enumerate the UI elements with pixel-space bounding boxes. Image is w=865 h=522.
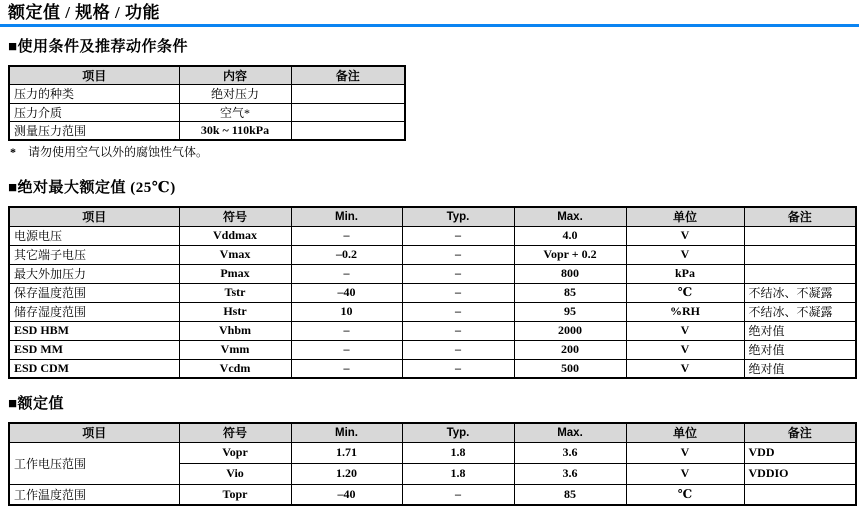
table-row	[9, 245, 856, 264]
cell-max: 2000	[514, 321, 626, 340]
cell-unit: V	[626, 245, 744, 264]
column-header-unit: 单位	[626, 207, 744, 226]
cell-symbol: Vhbm	[179, 321, 291, 340]
cell-max: 500	[514, 359, 626, 378]
table-row	[9, 264, 856, 283]
table-row	[9, 340, 856, 359]
cell-remark: 不结冰、不凝露	[744, 302, 856, 321]
table-row	[9, 442, 856, 463]
cell-min: –	[291, 226, 402, 245]
cell-remark: VDD	[744, 442, 856, 463]
cell-symbol: Hstr	[179, 302, 291, 321]
cell-remark	[744, 226, 856, 245]
cell-typ: 1.8	[402, 442, 514, 463]
cell-typ: –	[402, 321, 514, 340]
column-header-remark: 备注	[291, 66, 405, 85]
column-header-remark: 备注	[744, 423, 856, 442]
cell-symbol: Vio	[179, 463, 291, 484]
table-row	[9, 283, 856, 302]
table-row	[9, 484, 856, 505]
absolute-max-ratings-table	[8, 206, 857, 379]
page-title: 额定值 / 规格 / 功能	[8, 3, 160, 22]
cell-min: –40	[291, 283, 402, 302]
cell-item: 最大外加压力	[9, 264, 179, 283]
table-row	[9, 85, 405, 104]
cell-item: 测量压力范围	[9, 122, 179, 141]
section-absolute-max-heading: ■绝对最大额定值 (25℃)	[8, 180, 176, 196]
cell-unit: %RH	[626, 302, 744, 321]
cell-content: 30k ~ 110kPa	[179, 122, 291, 141]
column-header-typ: Typ.	[402, 423, 514, 442]
table-row	[9, 302, 856, 321]
cell-symbol: Topr	[179, 484, 291, 505]
cell-typ: –	[402, 226, 514, 245]
cell-symbol: Vddmax	[179, 226, 291, 245]
cell-item: 压力介质	[9, 103, 179, 122]
cell-item: 工作温度范围	[9, 484, 179, 505]
cell-unit: V	[626, 226, 744, 245]
cell-item: ESD MM	[9, 340, 179, 359]
cell-symbol: Pmax	[179, 264, 291, 283]
title-underline	[0, 24, 859, 27]
cell-remark	[291, 85, 405, 104]
cell-symbol: Vopr	[179, 442, 291, 463]
cell-typ: –	[402, 340, 514, 359]
cell-content: 空气*	[179, 103, 291, 122]
cell-item: 电源电压	[9, 226, 179, 245]
footnote-marker: *	[10, 145, 16, 159]
column-header-content: 内容	[179, 66, 291, 85]
cell-remark: 绝对值	[744, 359, 856, 378]
cell-max: 95	[514, 302, 626, 321]
column-header-min: Min.	[291, 423, 402, 442]
cell-symbol: Vmm	[179, 340, 291, 359]
cell-unit: ℃	[626, 283, 744, 302]
column-header-item: 项目	[9, 207, 179, 226]
cell-typ: –	[402, 302, 514, 321]
cell-typ: –	[402, 484, 514, 505]
cell-unit: kPa	[626, 264, 744, 283]
cell-symbol: Vcdm	[179, 359, 291, 378]
cell-min: 1.20	[291, 463, 402, 484]
cell-content: 绝对压力	[179, 85, 291, 104]
cell-remark	[291, 122, 405, 141]
section-ratings-heading: ■额定值	[8, 396, 65, 412]
cell-max: 3.6	[514, 442, 626, 463]
cell-item: ESD CDM	[9, 359, 179, 378]
table-header-row	[9, 207, 856, 226]
cell-symbol: Tstr	[179, 283, 291, 302]
cell-item: 压力的种类	[9, 85, 179, 104]
column-header-max: Max.	[514, 423, 626, 442]
table-row	[9, 103, 405, 122]
cell-min: –	[291, 321, 402, 340]
cell-min: –0.2	[291, 245, 402, 264]
table-row	[9, 321, 856, 340]
cell-max: Vopr + 0.2	[514, 245, 626, 264]
cell-min: 10	[291, 302, 402, 321]
cell-min: –	[291, 264, 402, 283]
cell-item: ESD HBM	[9, 321, 179, 340]
usage-footnote	[8, 145, 865, 160]
cell-max: 85	[514, 283, 626, 302]
cell-min: –40	[291, 484, 402, 505]
cell-remark: 绝对值	[744, 340, 856, 359]
cell-typ: –	[402, 264, 514, 283]
cell-unit: ℃	[626, 484, 744, 505]
cell-max: 200	[514, 340, 626, 359]
table-row	[9, 122, 405, 141]
column-header-item: 项目	[9, 66, 179, 85]
cell-remark: 绝对值	[744, 321, 856, 340]
cell-unit: V	[626, 340, 744, 359]
column-header-symbol: 符号	[179, 423, 291, 442]
column-header-typ: Typ.	[402, 207, 514, 226]
table-header-row	[9, 423, 856, 442]
page-content	[0, 38, 865, 506]
cell-item: 储存湿度范围	[9, 302, 179, 321]
ratings-table	[8, 422, 857, 506]
cell-max: 800	[514, 264, 626, 283]
cell-unit: V	[626, 442, 744, 463]
cell-remark	[744, 245, 856, 264]
footnote-text: 请勿使用空气以外的腐蚀性气体。	[28, 145, 209, 159]
cell-unit: V	[626, 463, 744, 484]
column-header-symbol: 符号	[179, 207, 291, 226]
cell-max: 85	[514, 484, 626, 505]
cell-remark: VDDIO	[744, 463, 856, 484]
column-header-min: Min.	[291, 207, 402, 226]
column-header-item: 项目	[9, 423, 179, 442]
table-row	[9, 226, 856, 245]
column-header-max: Max.	[514, 207, 626, 226]
cell-unit: V	[626, 321, 744, 340]
cell-item: 其它端子电压	[9, 245, 179, 264]
cell-typ: –	[402, 283, 514, 302]
cell-unit: V	[626, 359, 744, 378]
cell-min: –	[291, 359, 402, 378]
cell-remark	[744, 484, 856, 505]
table-row	[9, 359, 856, 378]
cell-item: 工作电压范围	[9, 442, 179, 484]
column-header-unit: 单位	[626, 423, 744, 442]
cell-typ: 1.8	[402, 463, 514, 484]
cell-item: 保存温度范围	[9, 283, 179, 302]
cell-min: –	[291, 340, 402, 359]
cell-max: 3.6	[514, 463, 626, 484]
cell-remark	[291, 103, 405, 122]
cell-max: 4.0	[514, 226, 626, 245]
cell-typ: –	[402, 245, 514, 264]
usage-conditions-table	[8, 65, 406, 141]
cell-remark: 不结冰、不凝露	[744, 283, 856, 302]
section-usage-conditions-heading: ■使用条件及推荐动作条件	[8, 39, 189, 55]
column-header-remark: 备注	[744, 207, 856, 226]
table-header-row	[9, 66, 405, 85]
cell-min: 1.71	[291, 442, 402, 463]
cell-typ: –	[402, 359, 514, 378]
cell-symbol: Vmax	[179, 245, 291, 264]
cell-remark	[744, 264, 856, 283]
